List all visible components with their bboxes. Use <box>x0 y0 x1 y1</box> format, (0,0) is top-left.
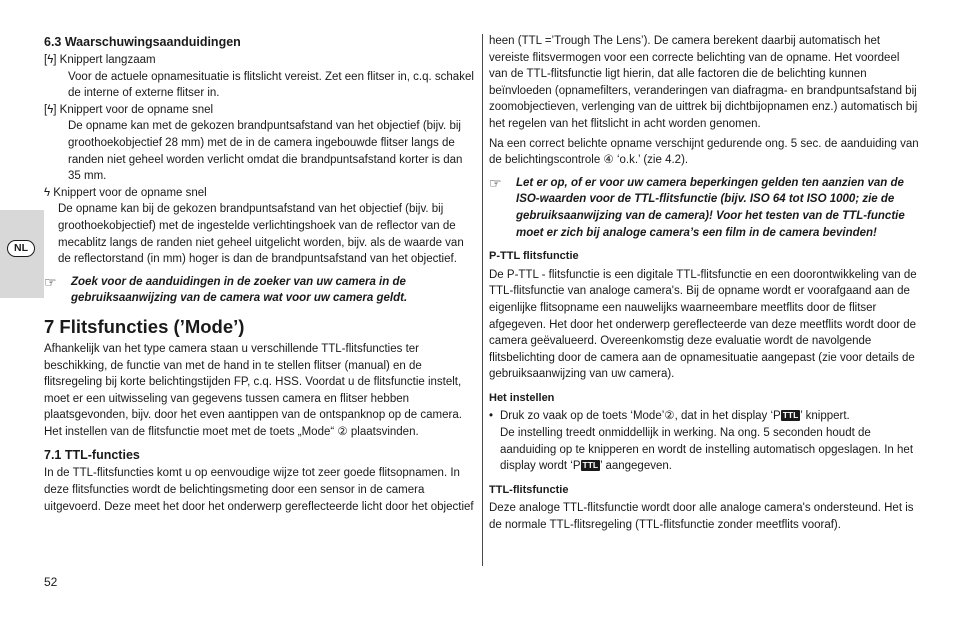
note-1 <box>44 274 474 307</box>
warning-1-label: [ϟ] Knippert langzaam <box>44 54 156 66</box>
warning-2-text: De opname kan met de gekozen brandpuntsafstand van het objectief (bijv. bij groothoekobjectief 28 mm) met de in de camera ingebouwde flitser langs de randen niet geheel worden verlicht omdat die brandpuntsafstand korter is dan 35 mm. <box>68 120 463 183</box>
ttl-display-badge: TTL <box>582 460 599 471</box>
ttl-heading: TTL-flitsfunctie <box>489 483 569 496</box>
pttl-heading: P-TTL flitsfunctie <box>489 250 579 263</box>
chapter-heading: 7 Flitsfuncties (’Mode’) <box>44 315 245 337</box>
language-tab <box>0 210 44 298</box>
warning-3-label: ϟ Knippert voor de opname snel <box>44 186 207 199</box>
left-column <box>44 33 474 515</box>
bullet-marker: • <box>489 410 494 423</box>
section-heading: 6.3 Waarschuwingsaanduidingen <box>44 35 241 49</box>
column-divider <box>482 34 483 566</box>
pointing-hand-icon: ☞ <box>489 174 502 191</box>
setting-step-b: ’ knippert. <box>800 410 850 423</box>
pttl-text: De P-TTL - flitsfunctie is een digitale TTL-flitsfunctie en een doorontwikkeling van de TTL-flitsfunctie van analoge camera's. Bij de opname wordt er voorafgaand aan de eigenlijke flitsopname een nauwelijks waarneembare meetflits door de flitser afgegeven. Het door het onderwerp gereflecteerde van deze meetflits wordt door de camera geëvalueerd. Overeenkomstig deze evaluatie wordt de navolgende flitsbelichting door de camera aan de opnamesituatie aangepast (zie voor details de gebruiksaanwijzing van uw camera). <box>489 268 917 381</box>
subsection-text: In de TTL-flitsfuncties komt u op eenvoudige wijze tot zeer goede flitsopnamen. In deze flitsfuncties wordt de belichtingsmeting door een sensor in de camera uitgevoerd. Deze meet het door het onderwerp gereflecteerde licht door het objectief <box>44 467 474 513</box>
language-badge: NL <box>7 240 35 257</box>
exposure-check-text: Na een correct belichte opname verschijnt gedurende ong. 5 sec. de aanduiding van de belichtingscontrole ④ ‘o.k.’ (zie 4.2). <box>489 137 919 167</box>
chapter-text: Afhankelijk van het type camera staan u verschillende TTL-flitsfuncties ter beschikking, de functie van met de hand in te stellen flitser (manual) en de flitsregeling bij korte belichtingstijden FP, c.q. HSS. Voordat u de flitsfunctie instelt, moet er een uitwisseling van gegevens tussen camera en flitser hebben plaatsgevonden, bijv. door het even aantippen van de ontspanknop op de camera. Het instellen van de flitsfunctie moet met de toets „Mode“ ② plaatsvinden. <box>44 342 462 438</box>
setting-step-result <box>500 425 919 475</box>
setting-step-line <box>500 408 919 425</box>
page-number: 52 <box>44 575 58 589</box>
right-column <box>489 33 919 534</box>
ttl-display-badge: TTL <box>782 410 799 421</box>
pointing-hand-icon: ☞ <box>44 273 57 290</box>
note-2-text: Let er op, of er voor uw camera beperkingen gelden ten aanzien van de ISO-waarden voor de TTL-flitsfunctie (bijv. ISO 64 tot ISO 1000; zie de gebruiksaanwijzing van de camera)! Voor het testen van de TTL-functie moet er zich bij analoge camera’s een film in de camera bevinden! <box>516 176 905 239</box>
note-1-text: Zoek voor de aanduidingen in de zoeker van uw camera in de gebruiksaanwijzing van de camera wat voor uw camera geldt. <box>71 275 408 305</box>
warning-3-text: De opname kan bij de gekozen brandpuntsafstand van het objectief (bijv. bij groothoekobjectief) met de ingestelde verlichtingshoek van de reflector van de mecablitz langs de randen niet geheel uitgelicht worden, bijv. als de waarde van de reflectorstand (in mm) hoger is dan de brandpuntsafstand van het objectief. <box>58 203 464 266</box>
setting-step-d: ’ aangegeven. <box>600 460 672 473</box>
warning-1-text: Voor de actuele opnamesituatie is flitslicht vereist. Zet een flitser in, c.q. schakel de interne of externe flitser in. <box>68 70 474 100</box>
setting-heading: Het instellen <box>489 391 555 404</box>
warning-2-label: [ϟ] Knippert voor de opname snel <box>44 103 214 116</box>
setting-step-a: Druk zo vaak op de toets ‘Mode’②, dat in het display ‘P <box>500 410 781 423</box>
setting-step <box>489 408 919 474</box>
setting-step-c: De instelling treedt onmiddellijk in werking. Na ong. 5 seconden houdt de aanduiding op te knipperen en wordt de instelling automatisch opgeslagen. In het display wordt ‘P <box>500 427 914 473</box>
ttl-text: Deze analoge TTL-flitsfunctie wordt door alle analoge camera's ondersteund. Het is de normale TTL-flitsregeling (TTL-flitsfunctie zonder meetflits vooraf). <box>489 502 914 532</box>
subsection-heading: 7.1 TTL-functies <box>44 448 140 463</box>
note-2 <box>489 175 919 241</box>
ttl-intro-text: heen (TTL =’Trough The Lens’). De camera berekent daarbij automatisch het vereiste flitsvermogen voor een correcte belichting van de opname. Het voordeel van de TTL-flitsfunctie ligt hierin, dat alle factoren die de belichting kunnen beïnvloeden (opnamefilters, veranderingen van diafragma- en brandpuntsafstand bij zoomobjectieven, verlenging van de uittrek bij dichtbijopnamen enz.) automatisch bij het regelen van het flitslicht in acht worden genomen. <box>489 35 918 130</box>
